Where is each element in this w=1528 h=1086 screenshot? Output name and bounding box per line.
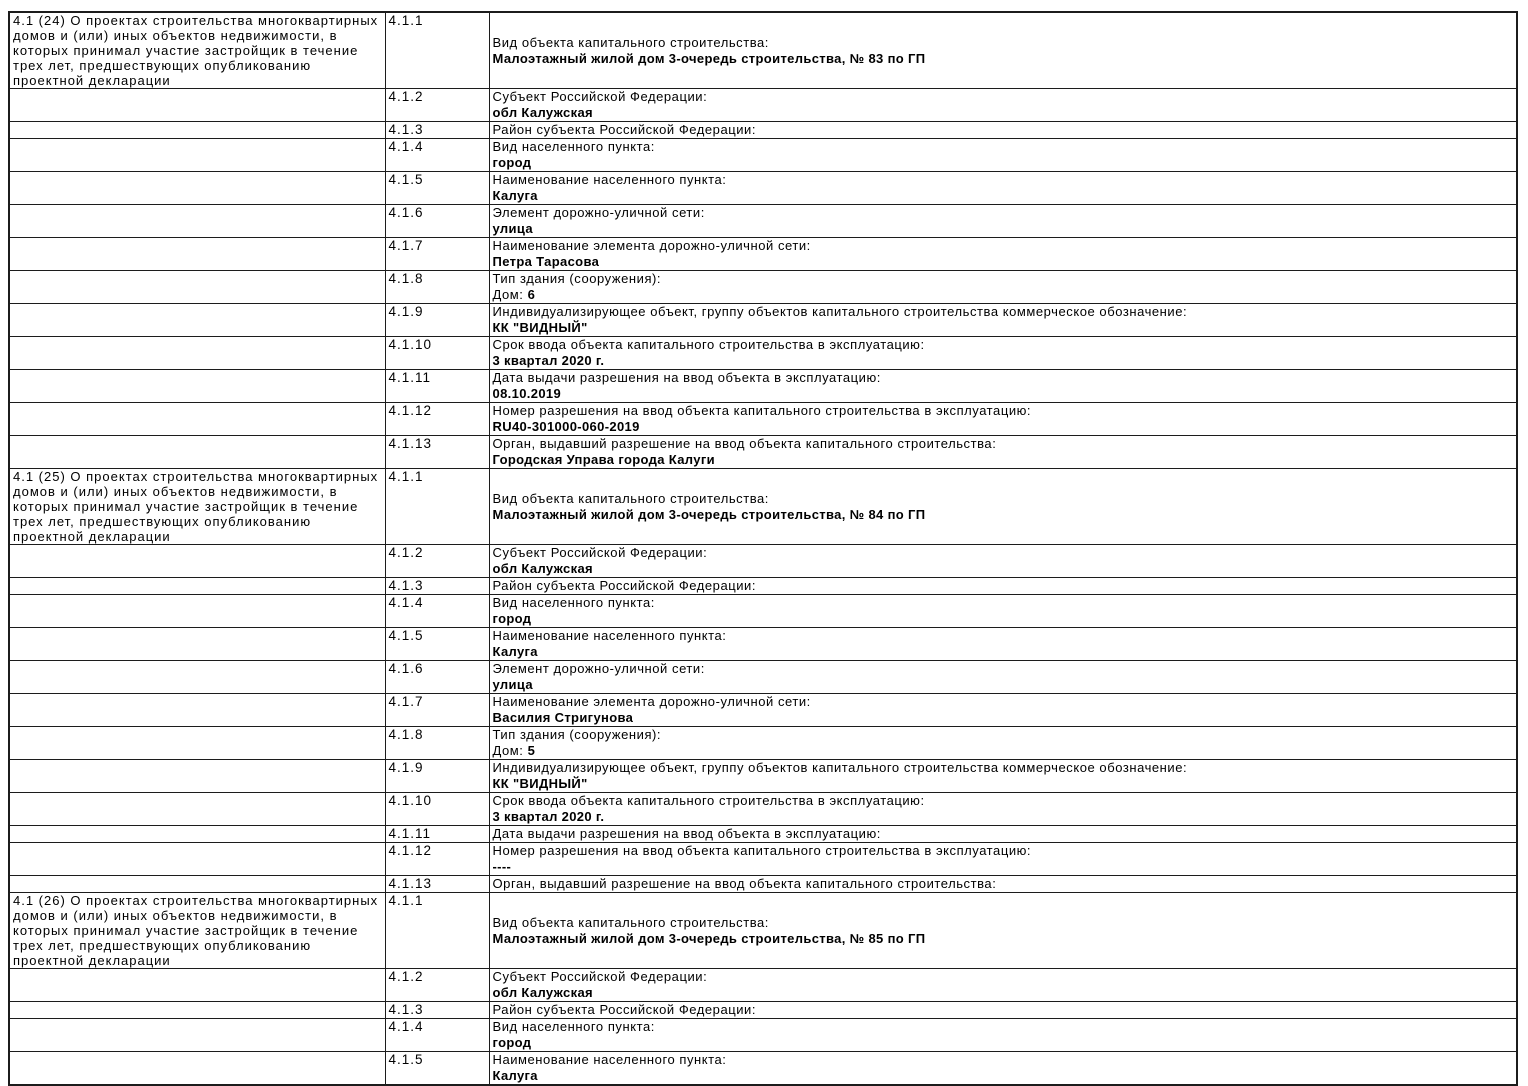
row-value: город <box>492 155 532 170</box>
row-value: Калуга <box>492 188 538 203</box>
row-content-cell <box>489 436 1517 469</box>
section-description: 4.1 (25) О проектах строительства многоквартирных домов и (или) иных объектов недвижимости, в которых принимал участие застройщик в течение трех лет, предшествующих опубликованию проектной декларации <box>9 469 385 545</box>
row-content-cell <box>489 876 1517 893</box>
row-number: 4.1.9 <box>385 760 489 793</box>
row-content-cell <box>489 628 1517 661</box>
section-description-empty-cell <box>9 578 385 595</box>
row-label: Индивидуализирующее объект, группу объектов капитального строительства коммерческое обозначение: <box>492 304 1188 319</box>
row-content-cell <box>489 843 1517 876</box>
table-row <box>9 727 1517 760</box>
row-number: 4.1.13 <box>385 876 489 893</box>
section-description-empty-cell <box>9 694 385 727</box>
row-content-cell <box>489 205 1517 238</box>
row-label: Район субъекта Российской Федерации: <box>492 122 757 137</box>
row-number: 4.1.8 <box>385 727 489 760</box>
row-number: 4.1.5 <box>385 628 489 661</box>
row-value-prefix: Дом: <box>492 743 528 758</box>
row-label: Наименование населенного пункта: <box>492 628 727 643</box>
row-content-cell <box>489 1019 1517 1052</box>
row-label: Вид объекта капитального строительства: <box>492 914 769 930</box>
row-number: 4.1.10 <box>385 793 489 826</box>
section-description-empty-cell <box>9 370 385 403</box>
row-content-cell <box>489 12 1517 89</box>
row-content-cell <box>489 469 1517 545</box>
row-value: Малоэтажный жилой дом 3-очередь строительства, № 84 по ГП <box>492 506 926 522</box>
row-content-cell <box>489 89 1517 122</box>
row-number: 4.1.6 <box>385 661 489 694</box>
row-label: Наименование населенного пункта: <box>492 1052 727 1067</box>
row-content-cell <box>489 172 1517 205</box>
row-content-cell <box>489 969 1517 1002</box>
row-label: Элемент дорожно-уличной сети: <box>492 205 705 220</box>
row-label: Элемент дорожно-уличной сети: <box>492 661 705 676</box>
row-number: 4.1.12 <box>385 403 489 436</box>
section-description-empty-cell <box>9 826 385 843</box>
row-label: Дата выдачи разрешения на ввод объекта в эксплуатацию: <box>492 826 881 841</box>
row-label: Наименование элемента дорожно-уличной сети: <box>492 238 811 253</box>
row-label: Срок ввода объекта капитального строительства в эксплуатацию: <box>492 793 925 808</box>
row-content-cell <box>489 545 1517 578</box>
row-label: Номер разрешения на ввод объекта капитального строительства в эксплуатацию: <box>492 403 1032 418</box>
row-number: 4.1.10 <box>385 337 489 370</box>
section-description-empty-cell <box>9 595 385 628</box>
row-value: Городская Управа города Калуги <box>492 452 715 467</box>
row-number: 4.1.5 <box>385 1052 489 1086</box>
row-content-cell <box>489 727 1517 760</box>
section-description-empty-cell <box>9 205 385 238</box>
row-label: Район субъекта Российской Федерации: <box>492 1002 757 1017</box>
row-content-cell <box>489 271 1517 304</box>
table-row <box>9 893 1517 969</box>
section-description-empty-cell <box>9 760 385 793</box>
table-row <box>9 403 1517 436</box>
row-content-cell <box>489 370 1517 403</box>
row-number: 4.1.3 <box>385 1002 489 1019</box>
row-value: обл Калужская <box>492 105 593 120</box>
table-row <box>9 661 1517 694</box>
row-value: улица <box>492 221 533 236</box>
row-content-cell <box>489 139 1517 172</box>
row-value <box>493 743 1514 759</box>
table-row <box>9 304 1517 337</box>
section-description-empty-cell <box>9 271 385 304</box>
row-label: Индивидуализирующее объект, группу объектов капитального строительства коммерческое обозначение: <box>492 760 1188 775</box>
row-value: КК "ВИДНЫЙ" <box>492 320 588 335</box>
table-row <box>9 545 1517 578</box>
row-value: Малоэтажный жилой дом 3-очередь строительства, № 85 по ГП <box>492 930 926 946</box>
row-value: обл Калужская <box>492 985 593 1000</box>
row-label: Наименование элемента дорожно-уличной сети: <box>492 694 811 709</box>
table-row <box>9 628 1517 661</box>
row-content-cell <box>489 826 1517 843</box>
table-row <box>9 337 1517 370</box>
table-row <box>9 760 1517 793</box>
table-row <box>9 826 1517 843</box>
row-number: 4.1.7 <box>385 238 489 271</box>
row-content-cell <box>489 1002 1517 1019</box>
row-label: Вид населенного пункта: <box>492 595 655 610</box>
row-number: 4.1.4 <box>385 1019 489 1052</box>
row-label: Тип здания (сооружения): <box>492 727 662 742</box>
section-description-empty-cell <box>9 843 385 876</box>
row-content-cell <box>489 122 1517 139</box>
row-value: RU40-301000-060-2019 <box>492 419 640 434</box>
row-label: Субъект Российской Федерации: <box>492 89 708 104</box>
row-value: 3 квартал 2020 г. <box>492 353 605 368</box>
table-row <box>9 1019 1517 1052</box>
section-description-empty-cell <box>9 403 385 436</box>
row-value: Калуга <box>492 644 538 659</box>
row-content-cell <box>489 694 1517 727</box>
section-description-empty-cell <box>9 876 385 893</box>
table-row <box>9 969 1517 1002</box>
table-row <box>9 876 1517 893</box>
table-row <box>9 578 1517 595</box>
row-value: 3 квартал 2020 г. <box>492 809 605 824</box>
row-number: 4.1.1 <box>385 893 489 969</box>
section-description-empty-cell <box>9 436 385 469</box>
table-row <box>9 12 1517 89</box>
table-row <box>9 238 1517 271</box>
row-content-cell <box>489 337 1517 370</box>
row-number: 4.1.13 <box>385 436 489 469</box>
section-description: 4.1 (24) О проектах строительства многоквартирных домов и (или) иных объектов недвижимости, в которых принимал участие застройщик в течение трех лет, предшествующих опубликованию проектной декларации <box>9 12 385 89</box>
row-label: Вид объекта капитального строительства: <box>492 34 769 50</box>
row-value: город <box>492 1035 532 1050</box>
row-number: 4.1.1 <box>385 12 489 89</box>
row-value-text: 5 <box>527 743 536 758</box>
table-row <box>9 469 1517 545</box>
row-content-cell <box>489 578 1517 595</box>
row-content-cell <box>489 238 1517 271</box>
row-label: Номер разрешения на ввод объекта капитального строительства в эксплуатацию: <box>492 843 1032 858</box>
row-content-cell <box>489 403 1517 436</box>
row-label: Тип здания (сооружения): <box>492 271 662 286</box>
section-description-empty-cell <box>9 337 385 370</box>
row-number: 4.1.11 <box>385 370 489 403</box>
table-row <box>9 205 1517 238</box>
section-description-empty-cell <box>9 122 385 139</box>
row-number: 4.1.3 <box>385 578 489 595</box>
section-description-empty-cell <box>9 172 385 205</box>
row-label: Вид населенного пункта: <box>492 1019 655 1034</box>
table-row <box>9 436 1517 469</box>
section-description-empty-cell <box>9 89 385 122</box>
section-description-empty-cell <box>9 545 385 578</box>
row-label: Вид населенного пункта: <box>492 139 655 154</box>
row-label: Орган, выдавший разрешение на ввод объекта капитального строительства: <box>492 876 997 891</box>
row-value: 08.10.2019 <box>492 386 562 401</box>
declaration-table-body <box>9 12 1517 1085</box>
table-row <box>9 595 1517 628</box>
section-description-empty-cell <box>9 793 385 826</box>
table-row <box>9 1002 1517 1019</box>
row-content-cell <box>489 793 1517 826</box>
section-description-empty-cell <box>9 628 385 661</box>
row-content-cell <box>489 760 1517 793</box>
row-value <box>493 287 1514 303</box>
section-description-empty-cell <box>9 661 385 694</box>
row-number: 4.1.5 <box>385 172 489 205</box>
section-description-empty-cell <box>9 238 385 271</box>
section-description-empty-cell <box>9 304 385 337</box>
row-label: Дата выдачи разрешения на ввод объекта в эксплуатацию: <box>492 370 881 385</box>
row-label: Район субъекта Российской Федерации: <box>492 578 757 593</box>
row-label: Наименование населенного пункта: <box>492 172 727 187</box>
row-number: 4.1.6 <box>385 205 489 238</box>
row-number: 4.1.9 <box>385 304 489 337</box>
row-value: улица <box>492 677 533 692</box>
section-description-empty-cell <box>9 1002 385 1019</box>
row-content-cell <box>489 304 1517 337</box>
section-description-empty-cell <box>9 969 385 1002</box>
table-row <box>9 89 1517 122</box>
section-description-empty-cell <box>9 1019 385 1052</box>
table-row <box>9 172 1517 205</box>
declaration-table <box>8 11 1518 1086</box>
row-label: Субъект Российской Федерации: <box>492 545 708 560</box>
section-description-empty-cell <box>9 139 385 172</box>
row-value-text: 6 <box>527 287 536 302</box>
section-description: 4.1 (26) О проектах строительства многоквартирных домов и (или) иных объектов недвижимости, в которых принимал участие застройщик в течение трех лет, предшествующих опубликованию проектной декларации <box>9 893 385 969</box>
row-content-cell <box>489 661 1517 694</box>
row-value: КК "ВИДНЫЙ" <box>492 776 588 791</box>
row-value: ---- <box>492 859 512 874</box>
row-value: Петра Тарасова <box>492 254 600 269</box>
table-row <box>9 793 1517 826</box>
table-row <box>9 271 1517 304</box>
row-number: 4.1.2 <box>385 89 489 122</box>
row-number: 4.1.4 <box>385 595 489 628</box>
row-number: 4.1.7 <box>385 694 489 727</box>
table-row <box>9 139 1517 172</box>
row-value-prefix: Дом: <box>492 287 528 302</box>
row-label: Вид объекта капитального строительства: <box>492 490 769 506</box>
table-row <box>9 370 1517 403</box>
row-number: 4.1.11 <box>385 826 489 843</box>
row-number: 4.1.1 <box>385 469 489 545</box>
row-label: Орган, выдавший разрешение на ввод объекта капитального строительства: <box>492 436 997 451</box>
row-number: 4.1.2 <box>385 545 489 578</box>
row-label: Срок ввода объекта капитального строительства в эксплуатацию: <box>492 337 925 352</box>
table-row <box>9 122 1517 139</box>
row-number: 4.1.4 <box>385 139 489 172</box>
row-content-cell <box>489 893 1517 969</box>
row-number: 4.1.3 <box>385 122 489 139</box>
row-label: Субъект Российской Федерации: <box>492 969 708 984</box>
row-value: Калуга <box>492 1068 538 1083</box>
row-number: 4.1.12 <box>385 843 489 876</box>
table-row <box>9 843 1517 876</box>
row-value: Малоэтажный жилой дом 3-очередь строительства, № 83 по ГП <box>492 50 926 66</box>
table-row <box>9 694 1517 727</box>
row-value: город <box>492 611 532 626</box>
row-number: 4.1.8 <box>385 271 489 304</box>
row-number: 4.1.2 <box>385 969 489 1002</box>
row-value: Василия Стригунова <box>492 710 634 725</box>
row-content-cell <box>489 595 1517 628</box>
row-value: обл Калужская <box>492 561 593 576</box>
section-description-empty-cell <box>9 727 385 760</box>
